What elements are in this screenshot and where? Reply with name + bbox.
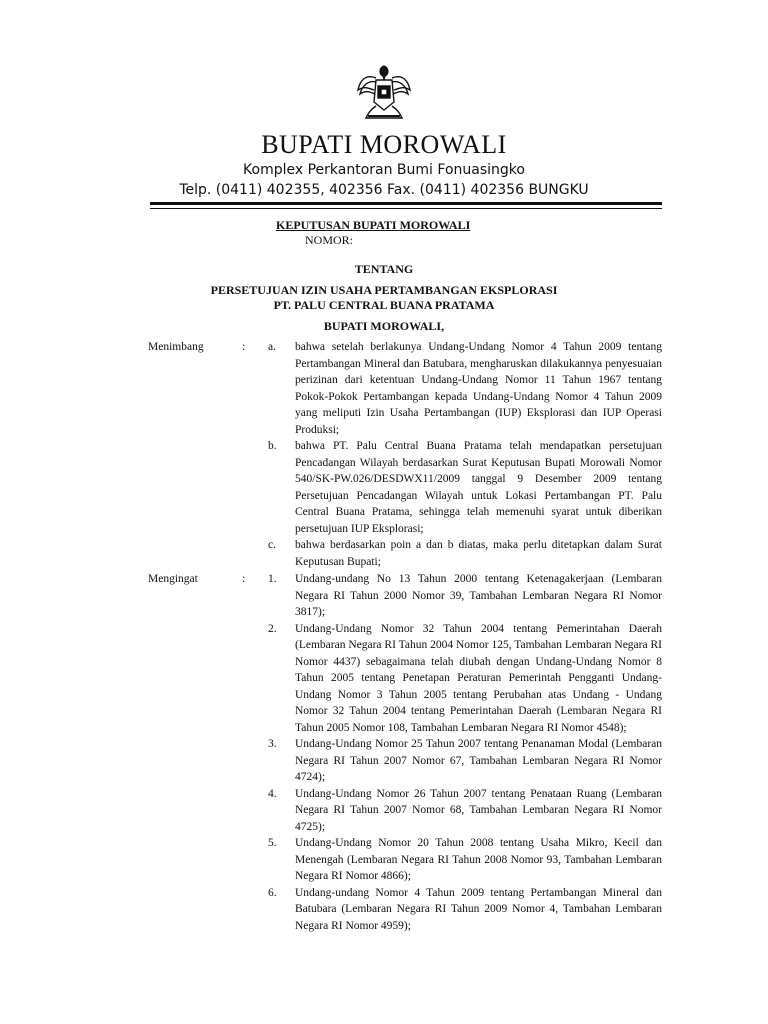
list-marker: 4. (268, 787, 277, 800)
menimbang-colon: : (242, 341, 246, 353)
about-label: TENTANG (354, 262, 414, 276)
menimbang-label: Menimbang (148, 341, 204, 353)
list-marker: 6. (268, 886, 277, 899)
list-item-text: Undang-Undang Nomor 26 Tahun 2007 tentang Penataan Ruang (Lembaran Negara RI Tahun 2007 Nomor 68, Tambahan Lembaran Negara RI Nomor 4725); (295, 787, 662, 833)
subject-line-1: PERSETUJUAN IZIN USAHA PERTAMBANGAN EKSPLORASI (210, 283, 558, 297)
list-marker: 5. (268, 837, 277, 849)
list-marker: 2. (268, 622, 277, 635)
list-item (148, 339, 662, 438)
list-item (148, 438, 662, 537)
list-item (148, 621, 662, 737)
list-marker: b. (268, 440, 277, 452)
list-item-text: bahwa berdasarkan poin a dan b diatas, maka perlu ditetapkan dalam Surat Keputusan Bupati; (295, 539, 662, 568)
list-item (148, 537, 662, 570)
list-item (148, 736, 662, 786)
list-item (148, 835, 662, 885)
list-item (148, 786, 662, 836)
menimbang-section (148, 339, 662, 570)
mengingat-section (148, 571, 662, 934)
list-item-text: Undang-undang No 13 Tahun 2000 tentang Ketenagakerjaan (Lembaran Negara RI Tahun 2000 Nomor 39, Tambahan Lembaran Negara RI Nomor 3817); (295, 573, 662, 618)
list-item (148, 885, 662, 935)
list-marker: 3. (268, 738, 277, 750)
list-item-text: Undang-undang Nomor 4 Tahun 2009 tentang Pertambangan Mineral dan Batubara (Lembaran Negara RI Tahun 2009 Nomor 4, Tambahan Lembaran Negara RI Nomor 4959); (295, 886, 662, 932)
list-item-text: Undang-Undang Nomor 20 Tahun 2008 tentang Usaha Mikro, Kecil dan Menengah (Lembaran Negara RI Tahun 2008 Nomor 93, Tambahan Lembaran Negara RI Nomor 4866); (295, 837, 662, 882)
list-item-text: bahwa setelah berlakunya Undang-Undang Nomor 4 Tahun 2009 tentang Pertambangan Mineral dan Batubara, mengharuskan dilakukannya penyesuaian perizinan dari ketentuan Undang-Undang Nomor 11 Tahun 1967 tentang Pokok-Pokok Pertambangan kepada Undang-Undang Nomor 4 Tahun 2009 yang meliputi Izin Usaha Pertambangan (IUP) Eksplorasi dan IUP Operasi Produksi; (295, 341, 662, 436)
decree-number-label: NOMOR: (305, 233, 354, 247)
decree-title: KEPUTUSAN BUPATI MOROWALI (276, 218, 471, 232)
mengingat-label: Mengingat (148, 573, 198, 585)
list-marker: 1. (268, 573, 277, 585)
list-item-text: Undang-Undang Nomor 32 Tahun 2004 tentang Pemerintahan Daerah (Lembaran Negara RI Tahun 2004 Nomor 125, Tambahan Lembaran Negara RI Nomor 4437) sebagaimana telah diubah dengan Undang-Undang Nomor 8 Tahun 2005 tentang Penetapan Peraturan Pemerintah Pengganti Undang-Undang Nomor 3 Tahun 2005 tentang Perubahan atas Undang - Undang Nomor 32 Tahun 2004 tentang Pemerintahan Daerah (Lembaran Negara RI Tahun 2005 Nomor 108, Tambahan Lembaran Negara RI Nomor 4548); (295, 622, 662, 734)
letterhead-contact: Telp. (0411) 402355, 402356 Fax. (0411) 402356 BUNGKU (179, 182, 589, 198)
letterhead-address: Komplex Perkantoran Bumi Fonuasingko (243, 162, 525, 178)
mengingat-colon: : (242, 573, 246, 585)
list-item (148, 571, 662, 621)
list-marker: a. (268, 341, 276, 353)
list-item-text: Undang-Undang Nomor 25 Tahun 2007 tentang Penanaman Modal (Lembaran Negara RI Tahun 2007 Nomor 67, Tambahan Lembaran Negara RI Nomor 4724); (295, 738, 662, 783)
authority-label: BUPATI MOROWALI, (323, 319, 445, 333)
letterhead-divider-thin (150, 208, 662, 209)
letterhead-divider-thick (150, 202, 662, 205)
letterhead-title: BUPATI MOROWALI (261, 130, 507, 159)
garuda-emblem-icon (352, 60, 416, 124)
list-item-text: bahwa PT. Palu Central Buana Pratama telah mendapatkan persetujuan Pencadangan Wilayah berdasarkan Surat Keputusan Bupati Morowali Nomor 540/SK-PW.026/DESDWX11/2009 tanggal 9 Desember 2009 tentang Persetujuan Pencadangan Wilayah untuk Lokasi Pertambangan PT. Palu Central Buana Pratama, sehingga telah memenuhi syarat untuk diberikan persetujuan IUP Eksplorasi; (295, 440, 662, 535)
subject-line-2: PT. PALU CENTRAL BUANA PRATAMA (273, 298, 495, 312)
list-marker: c. (268, 539, 276, 551)
